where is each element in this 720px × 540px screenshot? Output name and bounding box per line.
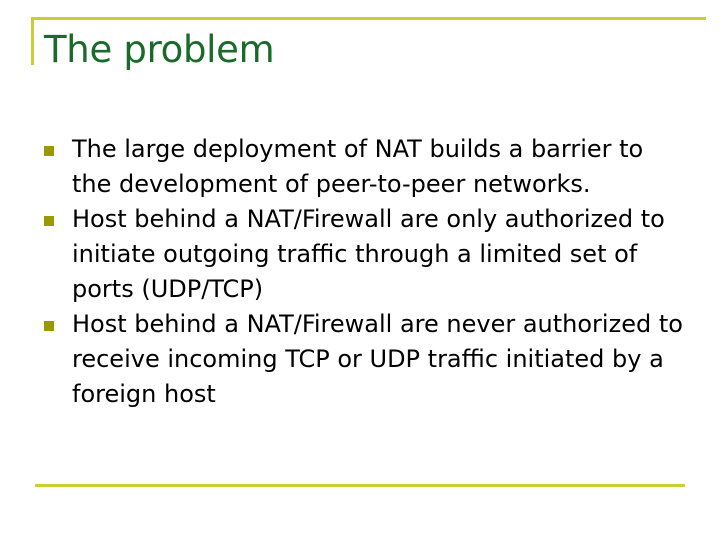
square-bullet-icon: [44, 321, 54, 331]
frame-bottom-rule: [35, 484, 685, 487]
bullet-item: [44, 307, 684, 412]
bullet-text: Host behind a NAT/Firewall are only authorized to initiate outgoing traffic through a limited set of ports (UDP/TCP): [72, 205, 665, 303]
bullet-list: [44, 132, 684, 412]
square-bullet-icon: [44, 146, 54, 156]
bullet-text: The large deployment of NAT builds a barrier to the development of peer-to-peer networks.: [72, 135, 644, 198]
frame-top-rule: [31, 17, 706, 20]
frame-left-rule: [31, 17, 34, 65]
bullet-item: [44, 132, 684, 202]
bullet-text: Host behind a NAT/Firewall are never authorized to receive incoming TCP or UDP traffic initiated by a foreign host: [72, 310, 683, 408]
bullet-item: [44, 202, 684, 307]
slide-title: The problem: [44, 28, 275, 71]
square-bullet-icon: [44, 216, 54, 226]
